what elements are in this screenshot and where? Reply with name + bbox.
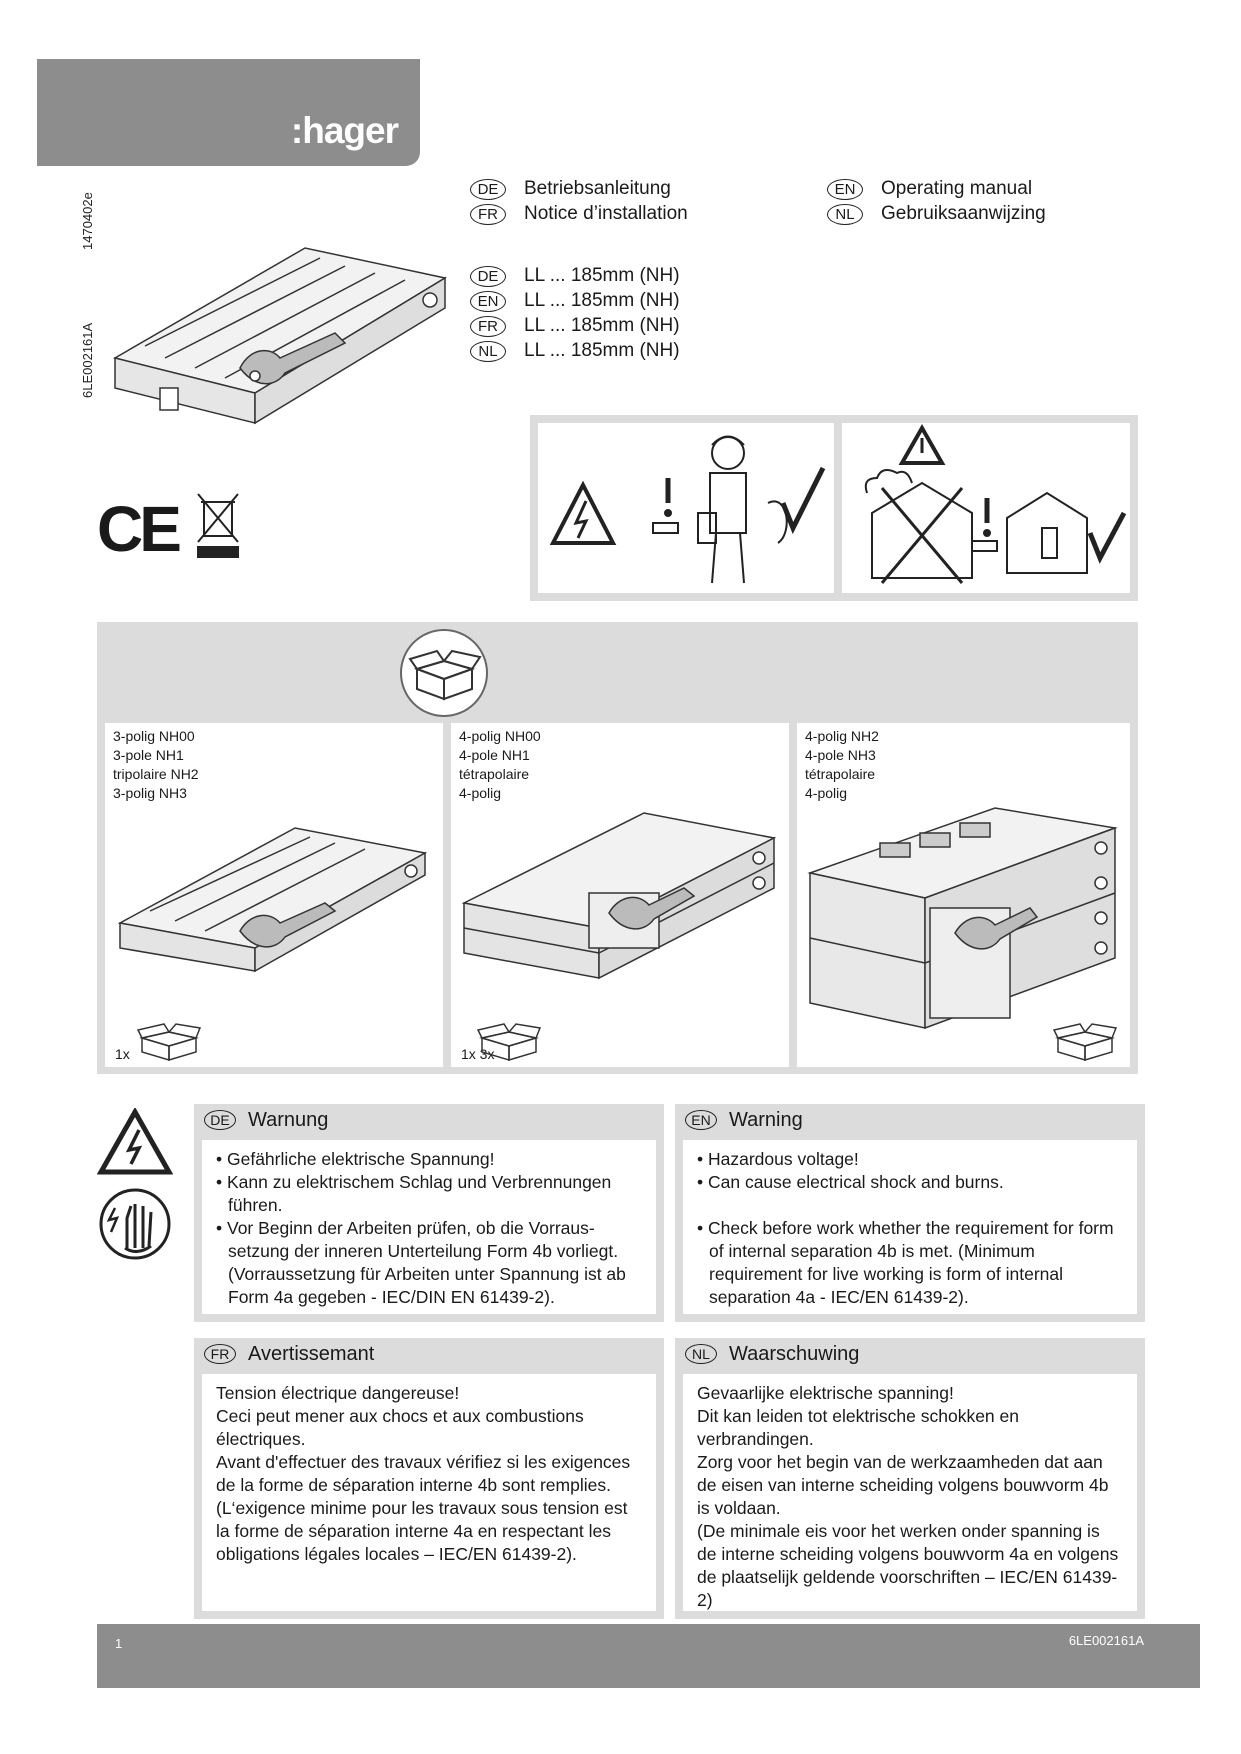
variant-labels: 3-polig NH00 3-pole NH1 tripolaire NH2 3-polig NH3 — [113, 728, 199, 801]
product-line-text: LL ... 185mm (NH) — [524, 315, 680, 336]
lang-badge: EN — [685, 1110, 717, 1130]
installation-site-illustration — [842, 423, 1130, 593]
warning-box-en — [675, 1104, 1145, 1322]
variants-panel — [97, 622, 1138, 1074]
warning-heading: Warning — [729, 1108, 803, 1131]
title-nl — [827, 203, 1046, 225]
lang-badge: EN — [827, 179, 863, 200]
variant-3-drawing — [805, 803, 1125, 1033]
title-de — [470, 178, 671, 200]
safety-panel — [530, 415, 1138, 601]
title-text: Operating manual — [881, 178, 1033, 199]
quantity-text: 1x — [115, 1046, 130, 1062]
warning-heading: Avertissemant — [248, 1342, 375, 1365]
page-number: 1 — [115, 1636, 123, 1651]
hager-logo: :hager — [290, 110, 398, 151]
page-footer — [97, 1624, 1200, 1688]
lang-badge: NL — [470, 341, 506, 362]
lang-badge: EN — [470, 291, 506, 312]
lang-badge: NL — [827, 204, 863, 225]
warning-heading: Warnung — [248, 1108, 329, 1131]
footer-part-number: 6LE002161A — [1068, 1633, 1144, 1648]
product-line-text: LL ... 185mm (NH) — [524, 340, 680, 361]
variant-card-3 — [797, 723, 1130, 1067]
lang-badge: FR — [470, 316, 506, 337]
product-line-de — [470, 265, 680, 287]
doc-number: 1470402e — [80, 192, 95, 250]
warning-body: Tension électrique dangereuse! Ceci peut mener aux chocs et aux combustions électriques. Avant d'effectuer des travaux vérifiez si les exigences de la forme de séparation interne 4b sont remplies. (L‘exigence minime pour les travaux sous tension est la forme de séparation interne 4a en respectant les obligations légales locales – IEC/EN 61439-2). — [202, 1374, 656, 1611]
variant-card-2 — [451, 723, 789, 1067]
warning-box-fr — [194, 1338, 664, 1619]
variant-1-drawing — [115, 813, 435, 973]
warning-title — [675, 1338, 1145, 1370]
warning-box-nl — [675, 1338, 1145, 1619]
product-line-nl — [470, 340, 680, 362]
warning-body: • Gefährliche elektrische Spannung! • Kann zu elektrischem Schlag und Verbrennungen führen. • Vor Beginn der Arbeiten prüfen, ob die Vorraus-setzung der inneren Unterteilung Form 4b vorliegt. (Vorraussetzung für Arbeiten unter Spannung ist ab Form 4a gegeben - IEC/DIN EN 61439-2). — [202, 1140, 656, 1314]
lang-badge: DE — [204, 1110, 236, 1130]
box-icon — [136, 1020, 202, 1062]
warning-heading: Waarschuwing — [729, 1342, 860, 1365]
variant-labels: 4-polig NH00 4-pole NH1 tétrapolaire 4-polig — [459, 728, 541, 801]
title-text: Gebruiksaanwijzing — [881, 203, 1046, 224]
brand-header — [37, 59, 420, 166]
high-voltage-warning-icon — [97, 1108, 173, 1176]
lang-badge: DE — [470, 266, 506, 287]
electrician-illustration — [538, 423, 834, 593]
ce-mark: CE — [97, 493, 178, 565]
box-icon — [476, 1020, 542, 1062]
title-text: Notice d’installation — [524, 203, 688, 224]
box-icon — [1052, 1020, 1118, 1062]
warning-title — [675, 1104, 1145, 1136]
warning-title — [194, 1104, 664, 1136]
product-line-text: LL ... 185mm (NH) — [524, 265, 680, 286]
warning-body: • Hazardous voltage! • Can cause electrical shock and burns. • Check before work whether the requirement for form of internal separation 4b is met. (Minimum requirement for live working is form of internal separation 4a - IEC/EN 61439-2). — [683, 1140, 1137, 1314]
lang-badge: NL — [685, 1344, 717, 1364]
lang-badge: FR — [204, 1344, 236, 1364]
weee-bin-icon — [196, 492, 240, 558]
lang-badge: FR — [470, 204, 506, 225]
quantity-indicator — [461, 1020, 542, 1062]
variant-2-drawing — [459, 803, 784, 983]
variant-labels: 4-polig NH2 4-pole NH3 tétrapolaire 4-polig — [805, 728, 879, 801]
title-text: Betriebsanleitung — [524, 178, 671, 199]
warning-box-de — [194, 1104, 664, 1322]
quantity-indicator — [115, 1020, 202, 1062]
title-en — [827, 178, 1032, 200]
quantity-text: 1x 3x — [461, 1046, 495, 1062]
product-line-en — [470, 290, 680, 312]
product-line-fr — [470, 315, 680, 337]
variant-card-1 — [105, 723, 443, 1067]
part-number-vertical: 6LE002161A — [80, 322, 95, 398]
title-fr — [470, 203, 688, 225]
lang-badge: DE — [470, 179, 506, 200]
product-line-text: LL ... 185mm (NH) — [524, 290, 680, 311]
warning-title — [194, 1338, 664, 1370]
package-contents-icon — [400, 629, 488, 717]
product-illustration — [105, 228, 465, 428]
electric-shock-hand-icon — [97, 1186, 173, 1262]
warning-body: Gevaarlijke elektrische spanning! Dit kan leiden tot elektrische schokken en verbrandingen. Zorg voor het begin van de werkzaamheden dat aan de eisen van interne scheiding volgens bouwvorm 4b is voldaan. (De minimale eis voor het werken onder spanning is de interne scheiding volgens bouwvorm 4a en volgens de plaatselijk geldende voorschriften – IEC/EN 61439-2) — [683, 1374, 1137, 1611]
